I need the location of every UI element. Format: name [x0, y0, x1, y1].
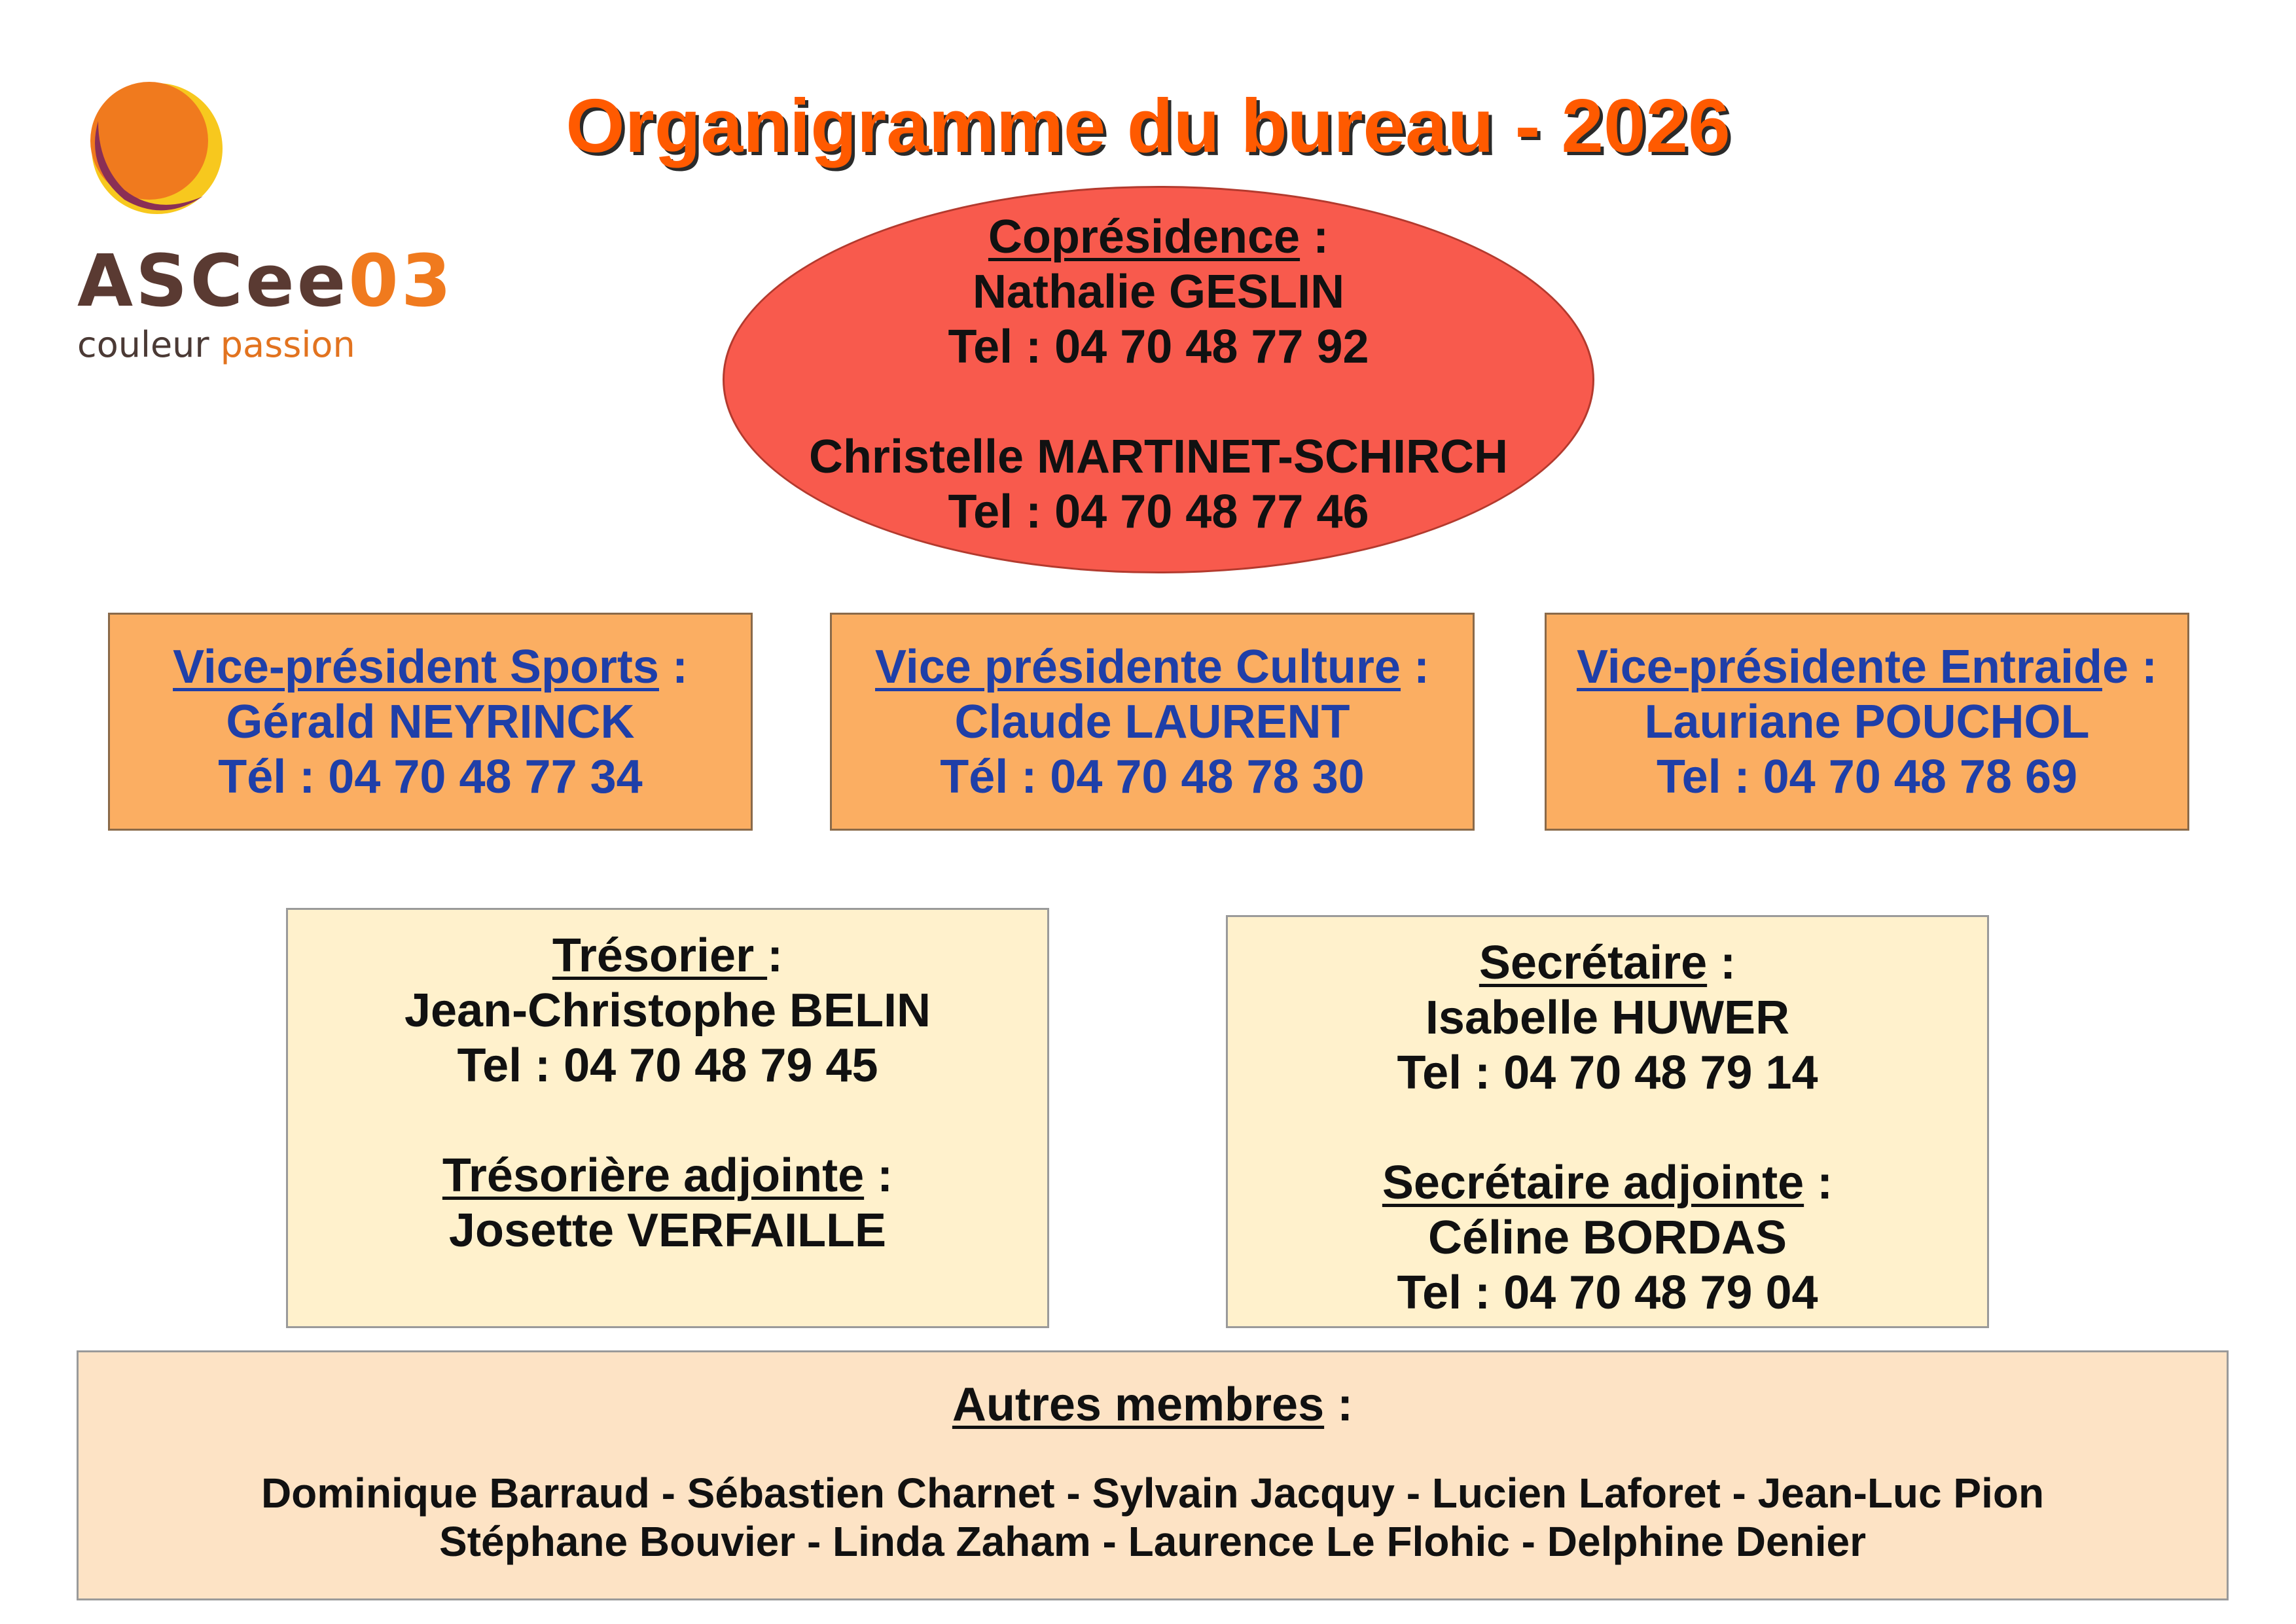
copresident-2-name: Christelle MARTINET-SCHIRCH	[808, 431, 1509, 483]
logo-wordmark: ASCee03	[77, 239, 454, 323]
vp-entraide-box	[1545, 613, 2189, 831]
tresoriere-adjointe-heading: Trésorière adjointe :	[442, 1149, 893, 1202]
vp-sports-heading: Vice-président Sports :	[173, 641, 688, 693]
vp-culture-tel: Tél : 04 70 48 78 30	[940, 751, 1365, 803]
secretaire-tel: Tel : 04 70 48 79 14	[1397, 1047, 1818, 1099]
secretaire-heading: Secrétaire :	[1479, 937, 1736, 989]
secretaire-name: Isabelle HUWER	[1425, 992, 1790, 1044]
vp-sports-name: Gérald NEYRINCK	[226, 696, 635, 748]
vp-culture-heading: Vice présidente Culture :	[875, 641, 1429, 693]
secretaire-box	[1226, 915, 1989, 1328]
copresident-2-tel: Tel : 04 70 48 77 46	[948, 486, 1369, 538]
copresident-1-name: Nathalie GESLIN	[972, 266, 1345, 318]
vp-sports-tel: Tél : 04 70 48 77 34	[218, 751, 643, 803]
autres-membres-line-2: Stéphane Bouvier - Linda Zaham - Laurence Le Flohic - Delphine Denier	[439, 1518, 1866, 1565]
vp-culture-name: Claude LAURENT	[954, 696, 1350, 748]
tresorier-name: Jean-Christophe BELIN	[404, 984, 931, 1037]
tresorier-heading: Trésorier :	[552, 929, 783, 982]
autres-membres-line-1: Dominique Barraud - Sébastien Charnet - Sylvain Jacquy - Lucien Laforet - Jean-Luc Pion	[260, 1470, 2045, 1517]
autres-membres-heading: Autres membres :	[952, 1379, 1354, 1431]
copresidence-heading: Coprésidence :	[988, 211, 1329, 263]
vp-entraide-tel: Tel : 04 70 48 78 69	[1656, 751, 2078, 803]
copresidence-text	[720, 209, 1597, 539]
vp-entraide-name: Lauriane POUCHOL	[1644, 696, 2090, 748]
autres-membres-box	[77, 1350, 2229, 1600]
copresident-1-tel: Tel : 04 70 48 77 92	[948, 321, 1369, 373]
tresoriere-adjointe-name: Josette VERFAILLE	[448, 1204, 887, 1257]
secretaire-adjointe-name: Céline BORDAS	[1427, 1212, 1787, 1264]
page-title: Organigramme du bureau - 2026	[565, 83, 1731, 168]
tresorier-box	[286, 908, 1049, 1328]
vp-entraide-heading: Vice-présidente Entraide :	[1577, 641, 2157, 693]
tresorier-tel: Tel : 04 70 48 79 45	[457, 1039, 878, 1092]
logo-tagline: couleur passion	[77, 324, 355, 365]
vp-sports-box	[108, 613, 753, 831]
vp-culture-box	[830, 613, 1475, 831]
secretaire-adjointe-heading: Secrétaire adjointe :	[1382, 1157, 1833, 1209]
secretaire-adjointe-tel: Tel : 04 70 48 79 04	[1397, 1267, 1818, 1319]
